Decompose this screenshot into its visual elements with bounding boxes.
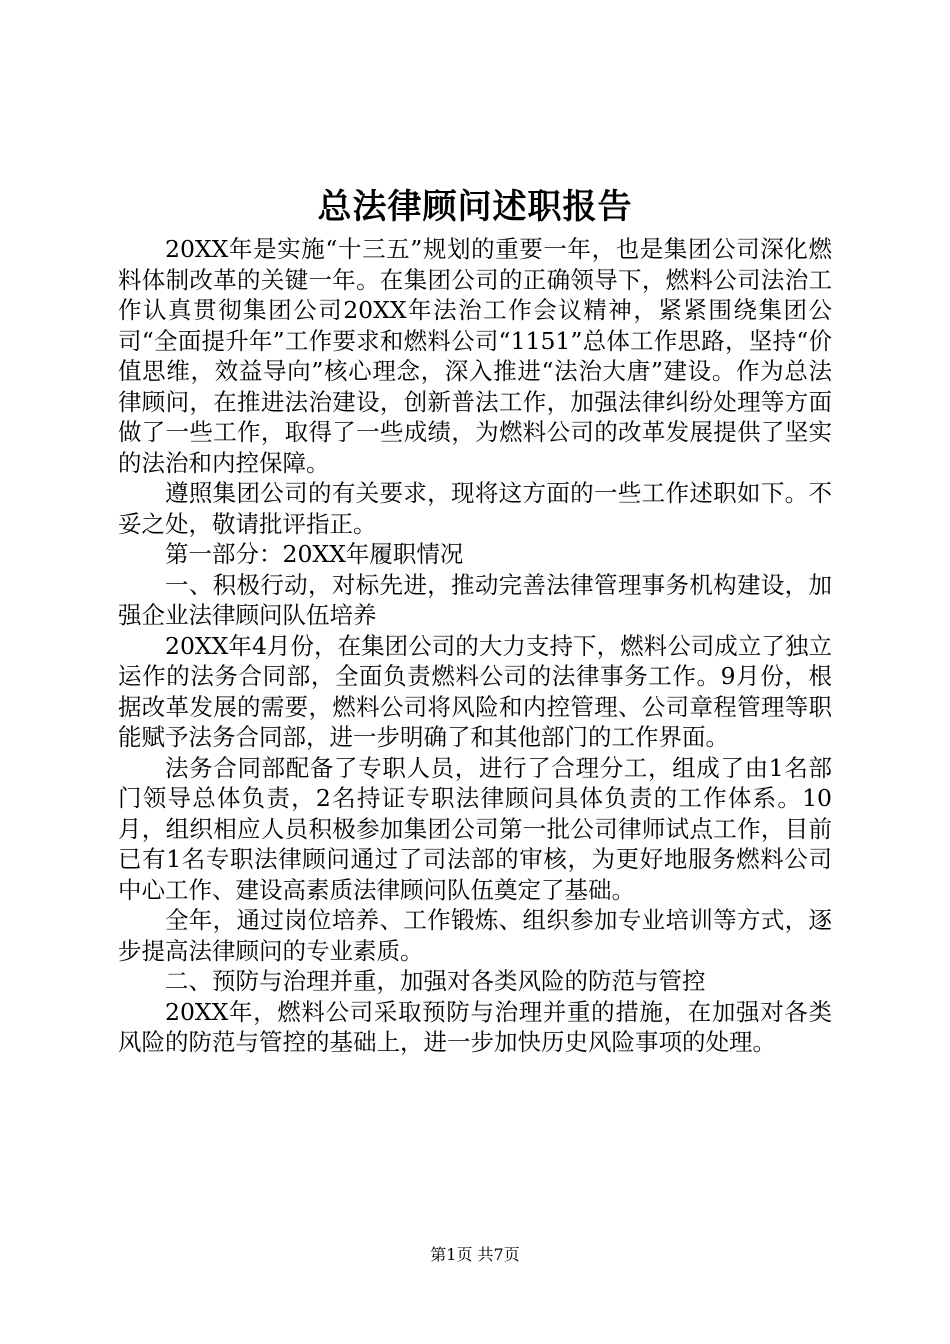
paragraph-report-note: 遵照集团公司的有关要求，现将这方面的一些工作述职如下。不妥之处，敬请批评指正。 <box>118 479 832 538</box>
subsection-heading-one: 一、积极行动，对标先进，推动完善法律管理事务机构建设，加强企业法律顾问队伍培养 <box>118 570 832 629</box>
section-heading-part-one: 第一部分：20XX年履职情况 <box>165 540 464 568</box>
document-body <box>118 234 832 1058</box>
paragraph-intro: 20XX年是实施“十三五”规划的重要一年，也是集团公司深化燃料体制改革的关键一年。在集团公司的正确领导下，燃料公司法治工作认真贯彻集团公司20XX年法治工作会议精神，紧紧围绕集团公司“全面提升年”工作要求和燃料公司“1151”总体工作思路，坚持“价值思维，效益导向”核心理念，深入推进“法治大唐”建设。作为总法律顾问，在推进法治建设，创新普法工作，加强法律纠纷处理等方面做了一些工作，取得了一些成绩，为燃料公司的改革发展提供了坚实的法治和内控保障。 <box>118 235 832 477</box>
paragraph-legal-department: 20XX年4月份，在集团公司的大力支持下，燃料公司成立了独立运作的法务合同部，全面负责燃料公司的法律事务工作。9月份，根据改革发展的需要，燃料公司将风险和内控管理、公司章程管理等职能赋予法务合同部，进一步明确了和其他部门的工作界面。 <box>118 631 832 751</box>
paragraph-risk-control: 20XX年，燃料公司采取预防与治理并重的措施，在加强对各类风险的防范与管控的基础上，进一步加快历史风险事项的处理。 <box>118 997 832 1056</box>
paragraph-staffing: 法务合同部配备了专职人员，进行了合理分工，组成了由1名部门领导总体负责，2名持证专职法律顾问具体负责的工作体系。10月，组织相应人员积极参加集团公司第一批公司律师试点工作，目前已有1名专职法律顾问通过了司法部的审核，为更好地服务燃料公司中心工作、建设高素质法律顾问队伍奠定了基础。 <box>118 753 832 904</box>
document-title: 总法律顾问述职报告 <box>317 187 633 227</box>
paragraph-training: 全年，通过岗位培养、工作锻炼、组织参加专业培训等方式，逐步提高法律顾问的专业素质。 <box>118 906 832 965</box>
subsection-heading-two: 二、预防与治理并重，加强对各类风险的防范与管控 <box>165 967 706 995</box>
page-footer: 第1页 共7页 <box>430 1245 520 1264</box>
